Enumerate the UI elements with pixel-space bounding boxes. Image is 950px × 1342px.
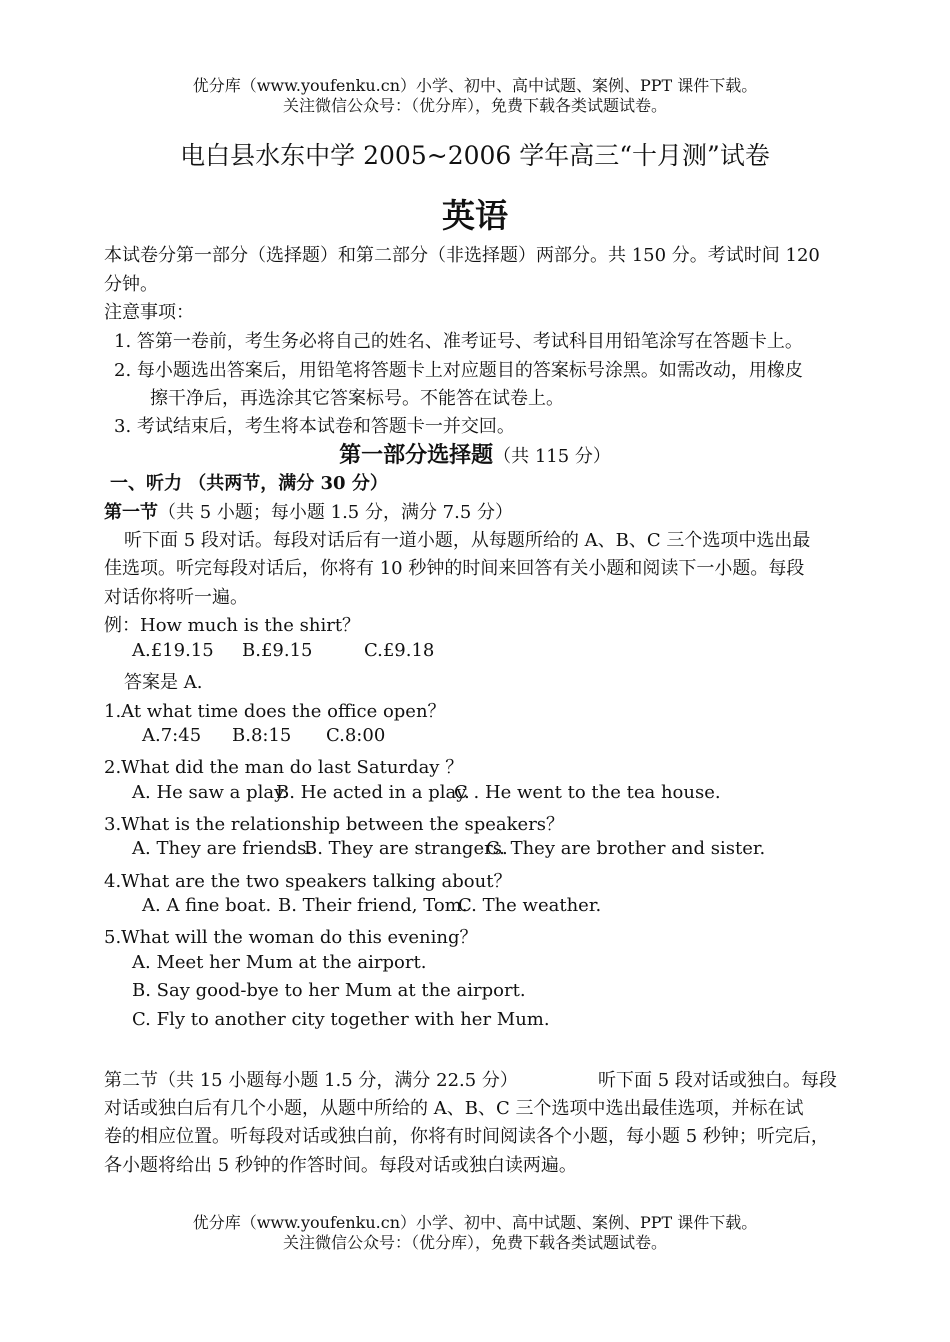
question-1-option-c: C.8:00: [326, 725, 386, 746]
notice-item-2-cont: 擦干净后，再选涂其它答案标号。不能答在试卷上。: [150, 388, 564, 409]
section1-heading: [104, 498, 513, 524]
section2-lead: 听下面 5 段对话或独白。每段: [598, 1070, 837, 1091]
question-5-option-c: C. Fly to another city together with her Mum.: [132, 1009, 550, 1030]
question-4-option-b: B. Their friend, Tom.: [278, 895, 468, 916]
question-5-option-b: B. Say good-bye to her Mum at the airport.: [132, 980, 526, 1001]
question-3-option-a: A. They are friends.: [132, 838, 313, 859]
notice-item-1: 1. 答第一卷前，考生务必将自己的姓名、准考证号、考试科目用铅笔涂写在答题卡上。: [114, 331, 803, 352]
instructions-line-1: 听下面 5 段对话。每段对话后有一道小题，从每题所给的 A、B、C 三个选项中选出最: [124, 530, 811, 551]
question-4-option-a: A. A fine boat.: [142, 895, 272, 916]
question-2-option-b: B. He acted in a play.: [276, 782, 470, 803]
header-line-1: 优分库（www.youfenku.cn）小学、初中、高中试题、案例、PPT 课件下载。: [192, 76, 758, 95]
question-2-option-c: C . He went to the tea house.: [454, 782, 721, 803]
exam-title: 电白县水东中学 2005~2006 学年高三“十月测”试卷: [180, 141, 770, 170]
section2-line-2: 卷的相应位置。听每段对话或独白前，你将有时间阅读各个小题，每小题 5 秒钟；听完后，: [104, 1126, 829, 1147]
header-line-2: 关注微信公众号：（优分库），免费下载各类试题试卷。: [282, 96, 667, 115]
section2-label: 第二节（共 15 小题每小题 1.5 分，满分 22.5 分）: [104, 1070, 518, 1091]
example-question: 例：How much is the shirt？: [104, 615, 361, 636]
section1-info: （共 5 小题；每小题 1.5 分，满分 7.5 分）: [158, 502, 514, 523]
footer-line-2: 关注微信公众号：（优分库），免费下载各类试题试卷。: [282, 1233, 667, 1252]
subject-title: 英语: [442, 196, 508, 235]
example-answer: 答案是 A.: [124, 672, 203, 693]
part1-score: （共 115 分）: [493, 446, 611, 467]
question-3-option-b: B. They are strangers.: [304, 838, 508, 859]
notice-title: 注意事项：: [104, 302, 194, 323]
question-5-option-a: A. Meet her Mum at the airport.: [132, 952, 427, 973]
intro-line-2: 分钟。: [104, 274, 158, 295]
question-3: 3.What is the relationship between the speakers？: [104, 814, 565, 835]
notice-item-3: 3. 考试结束后，考生将本试卷和答题卡一并交回。: [114, 416, 515, 437]
example-option-a: A.£19.15: [132, 640, 214, 661]
question-2: 2.What did the man do last Saturday ？: [104, 757, 464, 778]
example-option-b: B.£9.15: [242, 640, 313, 661]
listening-section-heading: 一、听力 （共两节，满分 30 分）: [110, 473, 388, 494]
question-3-option-c: C. They are brother and sister.: [486, 838, 766, 859]
section2-line-1: 对话或独白后有几个小题，从题中所给的 A、B、C 三个选项中选出最佳选项，并标在试: [104, 1098, 804, 1119]
question-4: 4.What are the two speakers talking about？: [104, 871, 512, 892]
instructions-line-3: 对话你将听一遍。: [104, 587, 248, 608]
part1-heading: [0, 438, 950, 469]
footer-line-1: 优分库（www.youfenku.cn）小学、初中、高中试题、案例、PPT 课件下载。: [192, 1213, 758, 1232]
notice-item-2: 2. 每小题选出答案后，用铅笔将答题卡上对应题目的答案标号涂黑。如需改动，用橡皮: [114, 360, 803, 381]
section2-line-3: 各小题将给出 5 秒钟的作答时间。每段对话或独白读两遍。: [104, 1155, 577, 1176]
section1-label: 第一节: [104, 502, 158, 523]
question-2-option-a: A. He saw a play.: [132, 782, 288, 803]
question-4-option-c: C. The weather.: [458, 895, 602, 916]
example-option-c: C.£9.18: [364, 640, 435, 661]
question-1-option-a: A.7:45: [142, 725, 202, 746]
part1-title: 第一部分选择题: [339, 442, 494, 468]
intro-line-1: 本试卷分第一部分（选择题）和第二部分（非选择题）两部分。共 150 分。考试时间 120: [104, 245, 820, 266]
instructions-line-2: 佳选项。听完每段对话后，你将有 10 秒钟的时间来回答有关小题和阅读下一小题。每段: [104, 558, 805, 579]
question-1-option-b: B.8:15: [232, 725, 292, 746]
question-5: 5.What will the woman do this evening？: [104, 927, 478, 948]
question-1: 1.At what time does the office open？: [104, 701, 446, 722]
